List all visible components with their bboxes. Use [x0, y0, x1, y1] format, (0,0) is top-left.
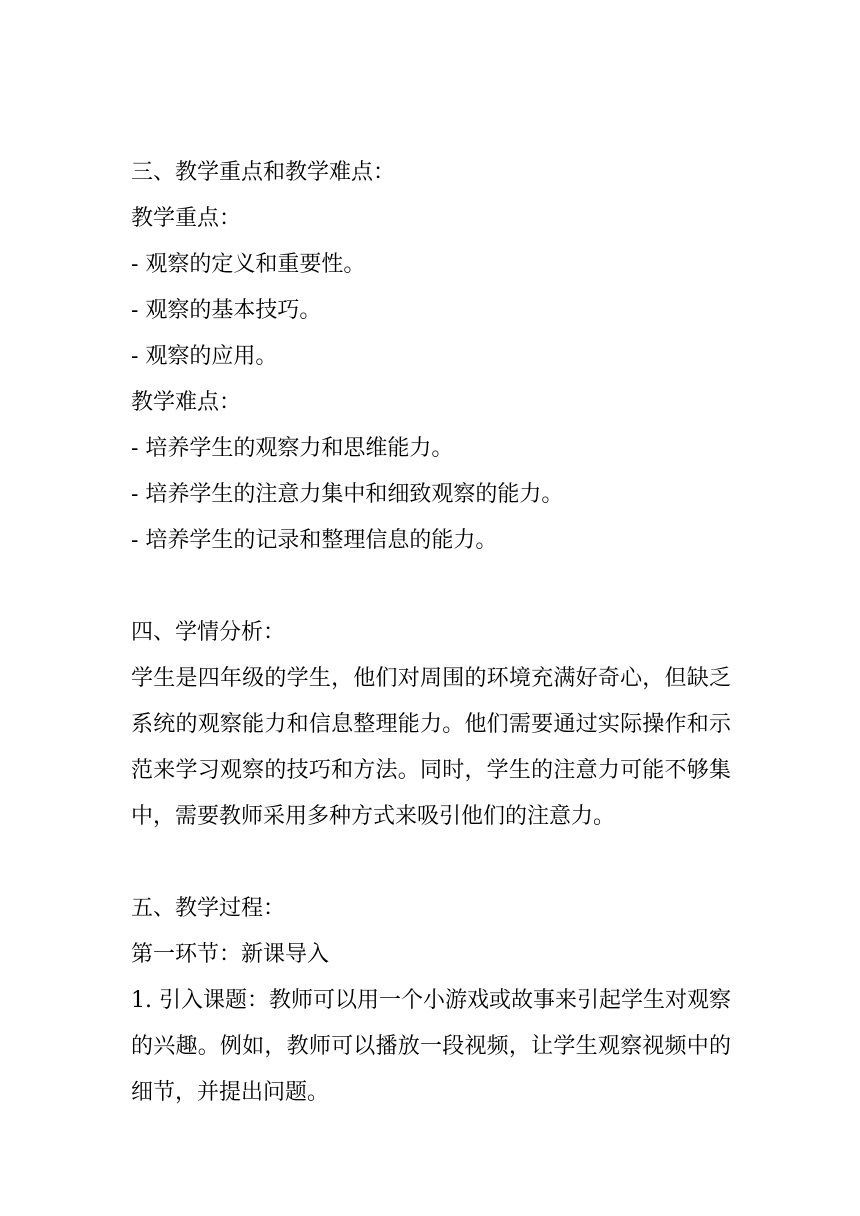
- difficulty-item: - 培养学生的注意力集中和细致观察的能力。: [131, 482, 564, 507]
- difficulties-label: 教学难点：: [131, 390, 242, 415]
- key-point-item: - 观察的应用。: [131, 344, 278, 369]
- blank-line: [131, 840, 731, 886]
- student-analysis-paragraph: 学生是四年级的学生，他们对周围的环境充满好奇心，但缺乏系统的观察能力和信息整理能力。他们需要通过实际操作和示范来学习观察的技巧和方法。同时，学生的注意力可能不够集中，需要教师采用多种方式来吸引他们的注意力。: [131, 666, 731, 829]
- section-4-heading: 四、学情分析：: [131, 620, 286, 645]
- key-point-item: - 观察的定义和重要性。: [131, 252, 366, 277]
- key-point-item: - 观察的基本技巧。: [131, 298, 322, 323]
- section-5-heading: 五、教学过程：: [131, 896, 286, 921]
- section-3-heading: 三、教学重点和教学难点：: [131, 160, 396, 185]
- blank-line: [131, 564, 731, 610]
- document-body: [131, 150, 731, 1116]
- difficulty-item: - 培养学生的观察力和思维能力。: [131, 436, 454, 461]
- difficulty-item: - 培养学生的记录和整理信息的能力。: [131, 528, 498, 553]
- step-1-item-1: 1. 引入课题：教师可以用一个小游戏或故事来引起学生对观察的兴趣。例如，教师可以播放一段视频，让学生观察视频中的细节，并提出问题。: [131, 988, 731, 1105]
- key-points-label: 教学重点：: [131, 206, 242, 231]
- step-1-label: 第一环节：新课导入: [131, 942, 330, 967]
